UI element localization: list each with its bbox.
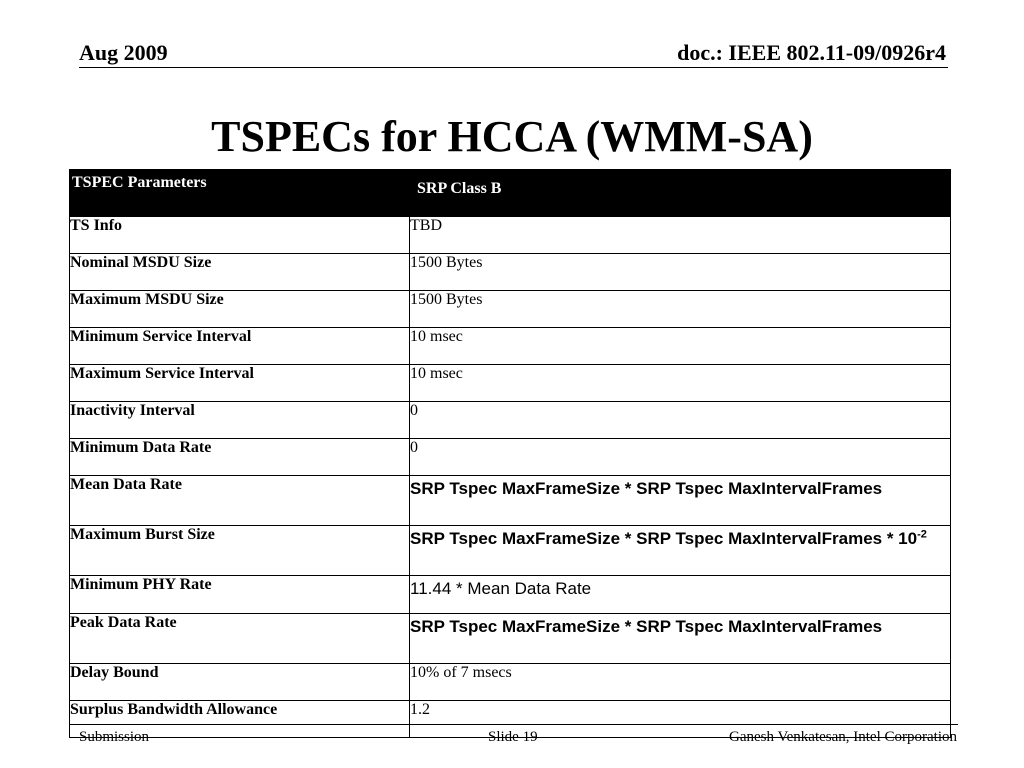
param-value: SRP Tspec MaxFrameSize * SRP Tspec MaxIntervalFrames bbox=[410, 614, 951, 664]
footer-author: Ganesh Venkatesan, Intel Corporation bbox=[729, 729, 957, 745]
table-row bbox=[70, 439, 951, 476]
param-value: 0 bbox=[410, 402, 951, 439]
param-name: Minimum Data Rate bbox=[70, 439, 410, 476]
param-value: SRP Tspec MaxFrameSize * SRP Tspec MaxIntervalFrames bbox=[410, 476, 951, 526]
header-cell-class: SRP Class B bbox=[410, 170, 951, 217]
param-value: 0 bbox=[410, 439, 951, 476]
table-row bbox=[70, 402, 951, 439]
table-row bbox=[70, 365, 951, 402]
table-row bbox=[70, 664, 951, 701]
param-name: Peak Data Rate bbox=[70, 614, 410, 664]
param-value: 10 msec bbox=[410, 328, 951, 365]
param-value bbox=[410, 526, 951, 576]
param-name: Maximum Burst Size bbox=[70, 526, 410, 576]
tspec-table bbox=[69, 169, 951, 738]
param-value: 1500 Bytes bbox=[410, 254, 951, 291]
header-cell-parameters: TSPEC Parameters bbox=[70, 170, 410, 217]
footer-submission: Submission bbox=[79, 729, 150, 745]
param-name: Minimum Service Interval bbox=[70, 328, 410, 365]
param-name: Surplus Bandwidth Allowance bbox=[70, 701, 410, 738]
param-name: TS Info bbox=[70, 217, 410, 254]
param-value-text: SRP Tspec MaxFrameSize * SRP Tspec MaxIntervalFrames * 10 bbox=[410, 529, 918, 548]
param-value: 10% of 7 msecs bbox=[410, 664, 951, 701]
param-name: Inactivity Interval bbox=[70, 402, 410, 439]
table-row bbox=[70, 328, 951, 365]
table-row bbox=[70, 291, 951, 328]
footer-slide-number: Slide 19 bbox=[488, 729, 538, 745]
exponent: -2 bbox=[917, 528, 927, 541]
table-row bbox=[70, 254, 951, 291]
table-row bbox=[70, 614, 951, 664]
header-divider bbox=[79, 67, 948, 68]
table-row bbox=[70, 217, 951, 254]
param-name: Maximum MSDU Size bbox=[70, 291, 410, 328]
param-value: 1500 Bytes bbox=[410, 291, 951, 328]
param-value: TBD bbox=[410, 217, 951, 254]
param-name: Minimum PHY Rate bbox=[70, 576, 410, 614]
param-name: Nominal MSDU Size bbox=[70, 254, 410, 291]
table-row bbox=[70, 526, 951, 576]
table-row bbox=[70, 476, 951, 526]
param-name: Delay Bound bbox=[70, 664, 410, 701]
param-value: 10 msec bbox=[410, 365, 951, 402]
param-name: Maximum Service Interval bbox=[70, 365, 410, 402]
param-name: Mean Data Rate bbox=[70, 476, 410, 526]
header-doc-id: doc.: IEEE 802.11-09/0926r4 bbox=[677, 40, 946, 65]
header-date: Aug 2009 bbox=[79, 40, 168, 65]
param-value: 1.2 bbox=[410, 701, 951, 738]
table-row bbox=[70, 576, 951, 614]
footer-divider bbox=[69, 724, 958, 725]
param-value: 11.44 * Mean Data Rate bbox=[410, 576, 951, 614]
slide-title: TSPECs for HCCA (WMM-SA) bbox=[211, 112, 813, 161]
table-header-row bbox=[70, 170, 951, 217]
